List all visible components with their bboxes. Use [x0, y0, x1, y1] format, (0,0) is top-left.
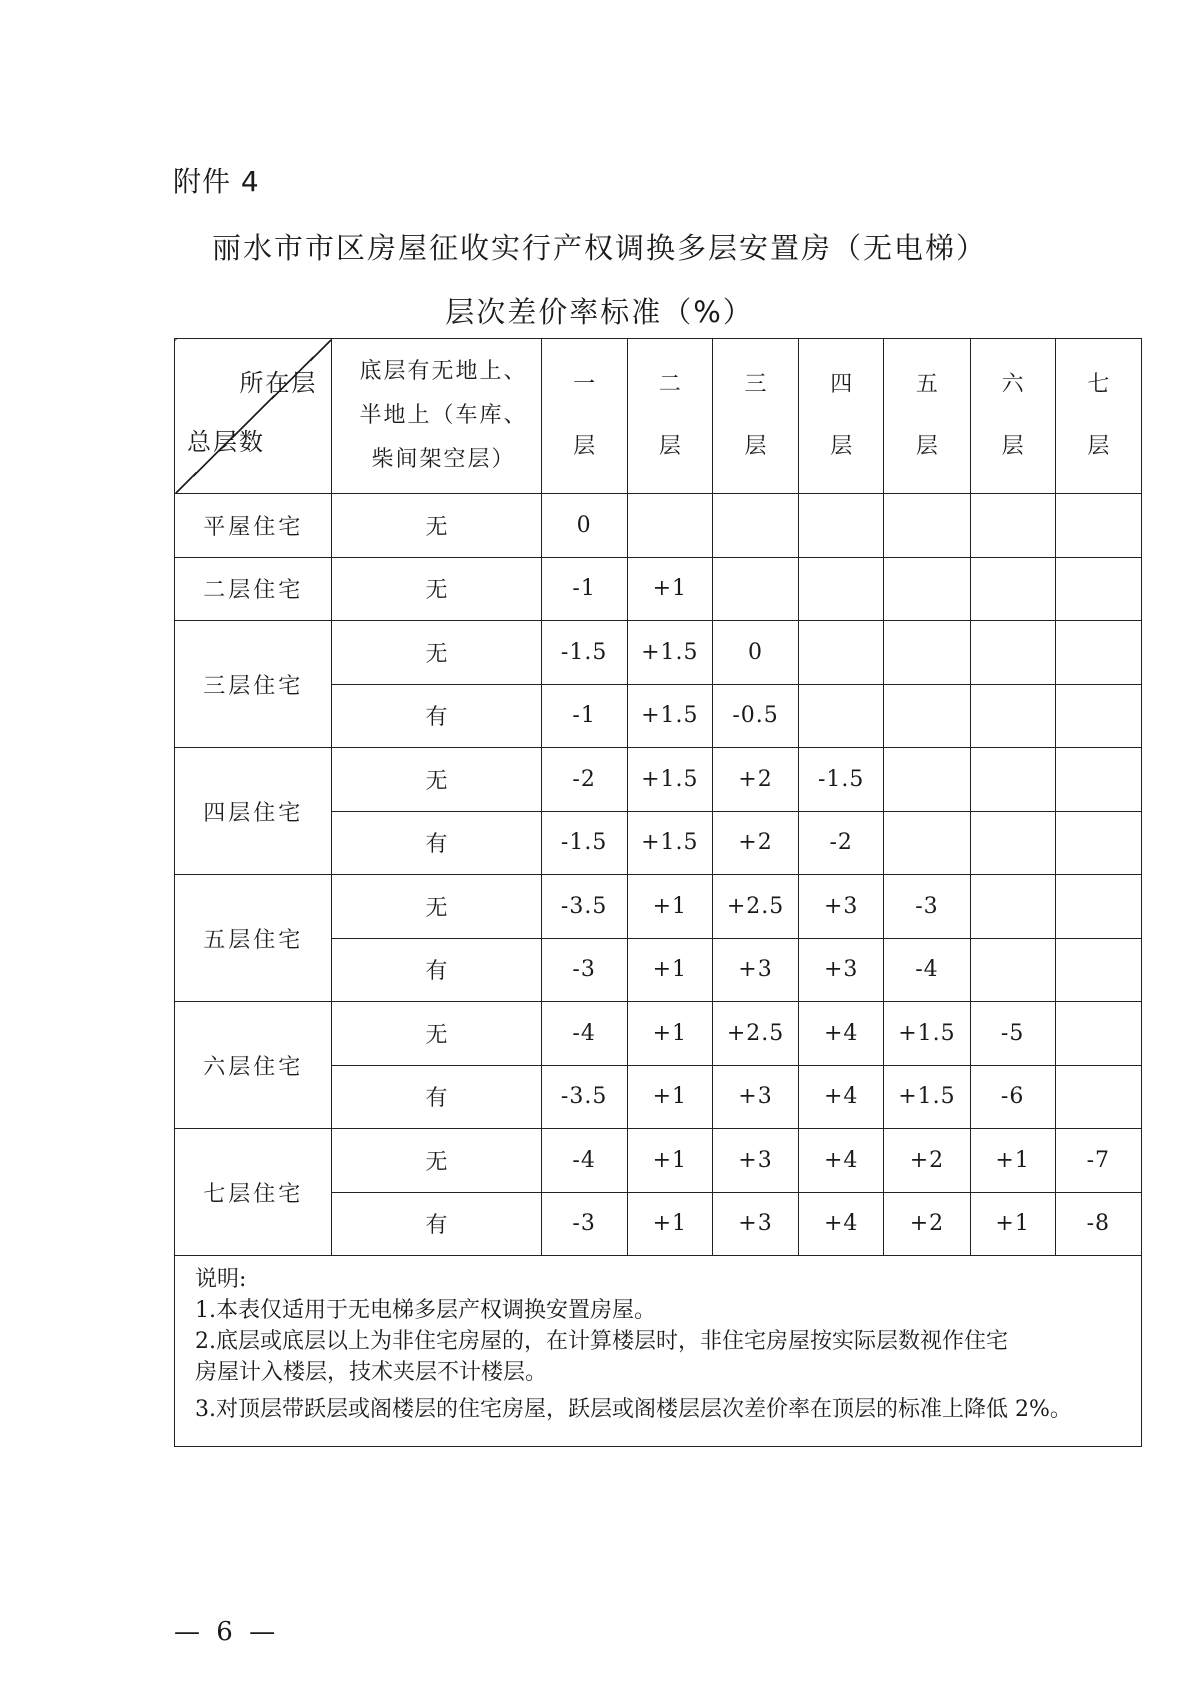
table-row: [175, 494, 1142, 558]
rate-cell-floor-3: [712, 494, 798, 558]
document-title-line1: 丽水市市区房屋征收实行产权调换多层安置房（无电梯）: [211, 231, 987, 265]
rate-cell-floor-1: -4: [541, 1002, 627, 1066]
rate-cell-floor-2: +1.5: [627, 748, 712, 812]
basement-flag-cell: 无: [332, 557, 541, 621]
header-floor-3: [712, 339, 798, 494]
rate-cell-floor-2: +1.5: [627, 811, 712, 875]
rate-cell-floor-2: [627, 494, 712, 558]
header-floor-numeral: 五: [915, 372, 938, 397]
table-row: [175, 748, 1142, 812]
rate-cell-floor-1: -1: [541, 557, 627, 621]
header-floor-numeral: 六: [1001, 372, 1024, 397]
basement-flag-cell: 有: [332, 684, 541, 748]
header-floor-4: [799, 339, 884, 494]
rate-cell-floor-4: +3: [799, 875, 884, 939]
rate-cell-floor-6: [970, 557, 1055, 621]
rate-cell-floor-7: [1055, 938, 1141, 1002]
rate-cell-floor-4: -2: [799, 811, 884, 875]
rate-cell-floor-1: -3.5: [541, 1065, 627, 1129]
rate-cell-floor-2: +1: [627, 557, 712, 621]
rate-cell-floor-1: -3.5: [541, 875, 627, 939]
rate-cell-floor-1: -3: [541, 1192, 627, 1256]
header-floor-1: [541, 339, 627, 494]
header-floor-numeral: 七: [1087, 372, 1110, 397]
table-row: [175, 557, 1142, 621]
rate-cell-floor-4: +4: [799, 1065, 884, 1129]
header-floor-suffix: 层: [573, 434, 596, 459]
table-row: [175, 1002, 1142, 1066]
rate-cell-floor-2: +1.5: [627, 684, 712, 748]
rate-cell-floor-4: +4: [799, 1192, 884, 1256]
rate-cell-floor-3: +3: [712, 1192, 798, 1256]
rate-cell-floor-3: +2.5: [712, 875, 798, 939]
building-type-label: 二层住宅: [175, 557, 332, 621]
rate-cell-floor-2: +1: [627, 938, 712, 1002]
header-floor-suffix: 层: [1087, 434, 1110, 459]
rate-cell-floor-6: -5: [970, 1002, 1055, 1066]
rate-cell-floor-4: [799, 621, 884, 685]
diagonal-header-cell: [175, 339, 332, 494]
header-floor-suffix: 层: [915, 434, 938, 459]
basement-flag-cell: 有: [332, 1065, 541, 1129]
rate-cell-floor-1: -1.5: [541, 621, 627, 685]
page-number: — 6 —: [174, 1617, 280, 1647]
header-floor-suffix: 层: [830, 434, 853, 459]
header-total-floors: 总层数: [187, 428, 265, 456]
rate-cell-floor-4: [799, 494, 884, 558]
document-title-line2: 层次差价率标准（%）: [445, 295, 754, 329]
rate-cell-floor-3: +2.5: [712, 1002, 798, 1066]
rate-cell-floor-4: [799, 557, 884, 621]
rate-cell-floor-7: -8: [1055, 1192, 1141, 1256]
floor-price-table: [174, 338, 1142, 1447]
note-item: 1.本表仅适用于无电梯多层产权调换安置房屋。: [195, 1298, 656, 1323]
rate-cell-floor-3: [712, 557, 798, 621]
rate-cell-floor-3: -0.5: [712, 684, 798, 748]
basement-flag-cell: 无: [332, 1002, 541, 1066]
rate-cell-floor-6: [970, 494, 1055, 558]
table-row: [175, 1129, 1142, 1193]
rate-cell-floor-6: [970, 938, 1055, 1002]
basement-flag-cell: 无: [332, 621, 541, 685]
building-type-label: 三层住宅: [175, 621, 332, 748]
rate-cell-floor-5: +2: [884, 1129, 970, 1193]
rate-cell-floor-3: +3: [712, 1065, 798, 1129]
header-floor-numeral: 一: [573, 372, 596, 397]
rate-cell-floor-5: [884, 621, 970, 685]
building-type-label: 四层住宅: [175, 748, 332, 875]
rate-cell-floor-1: -1.5: [541, 811, 627, 875]
rate-cell-floor-4: +3: [799, 938, 884, 1002]
building-type-label: 五层住宅: [175, 875, 332, 1002]
building-type-label: 七层住宅: [175, 1129, 332, 1256]
header-floor-suffix: 层: [744, 434, 767, 459]
basement-flag-cell: 无: [332, 748, 541, 812]
header-floor-located: 所在层: [239, 369, 318, 397]
notes-cell: [175, 1256, 1142, 1447]
table-row: [175, 621, 1142, 685]
rate-cell-floor-7: [1055, 684, 1141, 748]
note-item: 2.底层或底层以上为非住宅房屋的，在计算楼层时，非住宅房屋按实际层数视作住宅: [195, 1329, 1008, 1354]
header-floor-numeral: 四: [830, 372, 853, 397]
rate-cell-floor-4: +4: [799, 1002, 884, 1066]
rate-cell-floor-6: -6: [970, 1065, 1055, 1129]
rate-cell-floor-3: +3: [712, 1129, 798, 1193]
rate-cell-floor-2: +1: [627, 1065, 712, 1129]
rate-cell-floor-7: [1055, 811, 1141, 875]
basement-flag-cell: 无: [332, 494, 541, 558]
rate-cell-floor-3: +2: [712, 811, 798, 875]
basement-flag-cell: 有: [332, 938, 541, 1002]
rate-cell-floor-5: [884, 494, 970, 558]
header-floor-6: [970, 339, 1055, 494]
rate-cell-floor-5: +1.5: [884, 1065, 970, 1129]
rate-cell-floor-4: [799, 684, 884, 748]
attachment-label: 附件 4: [173, 165, 260, 198]
header-floor-2: [627, 339, 712, 494]
rate-cell-floor-6: +1: [970, 1129, 1055, 1193]
building-type-label: 平屋住宅: [175, 494, 332, 558]
basement-flag-cell: 无: [332, 1129, 541, 1193]
rate-cell-floor-1: 0: [541, 494, 627, 558]
rate-cell-floor-5: [884, 811, 970, 875]
rate-cell-floor-1: -1: [541, 684, 627, 748]
rate-cell-floor-6: [970, 875, 1055, 939]
rate-cell-floor-3: +3: [712, 938, 798, 1002]
rate-cell-floor-1: -3: [541, 938, 627, 1002]
rate-cell-floor-2: +1: [627, 875, 712, 939]
rate-cell-floor-4: -1.5: [799, 748, 884, 812]
rate-cell-floor-2: +1.5: [627, 621, 712, 685]
basement-flag-cell: 无: [332, 875, 541, 939]
rate-cell-floor-6: [970, 684, 1055, 748]
table-row: [175, 875, 1142, 939]
rate-cell-floor-5: -3: [884, 875, 970, 939]
rate-cell-floor-2: +1: [627, 1192, 712, 1256]
header-floor-numeral: 二: [658, 372, 681, 397]
rate-cell-floor-7: [1055, 494, 1141, 558]
rate-cell-floor-7: [1055, 1002, 1141, 1066]
rate-cell-floor-7: [1055, 557, 1141, 621]
rate-cell-floor-5: +2: [884, 1192, 970, 1256]
rate-cell-floor-5: [884, 684, 970, 748]
rate-cell-floor-1: -4: [541, 1129, 627, 1193]
header-floor-5: [884, 339, 970, 494]
building-type-label: 六层住宅: [175, 1002, 332, 1129]
rate-cell-floor-2: +1: [627, 1002, 712, 1066]
rate-cell-floor-4: +4: [799, 1129, 884, 1193]
header-floor-suffix: 层: [1001, 434, 1024, 459]
header-floor-7: [1055, 339, 1141, 494]
notes-heading: 说明:: [195, 1267, 247, 1292]
basement-header-line: 底层有无地上、: [359, 359, 528, 384]
rate-cell-floor-5: -4: [884, 938, 970, 1002]
note-item: 3.对顶层带跃层或阁楼层的住宅房屋，跃层或阁楼层层次差价率在顶层的标准上降低 2%。: [195, 1397, 1072, 1422]
rate-cell-floor-6: +1: [970, 1192, 1055, 1256]
rate-cell-floor-5: +1.5: [884, 1002, 970, 1066]
rate-cell-floor-3: +2: [712, 748, 798, 812]
rate-cell-floor-5: [884, 557, 970, 621]
note-item: 房屋计入楼层，技术夹层不计楼层。: [195, 1360, 548, 1385]
basement-flag-cell: 有: [332, 811, 541, 875]
basement-header-line: 柴间架空层）: [371, 447, 516, 472]
rate-cell-floor-3: 0: [712, 621, 798, 685]
header-floor-suffix: 层: [658, 434, 681, 459]
rate-cell-floor-7: [1055, 621, 1141, 685]
basement-header-line: 半地上（车库、: [359, 403, 528, 428]
rate-cell-floor-7: [1055, 1065, 1141, 1129]
rate-cell-floor-6: [970, 811, 1055, 875]
table-header-row: [175, 339, 1142, 494]
rate-cell-floor-7: -7: [1055, 1129, 1141, 1193]
rate-cell-floor-6: [970, 621, 1055, 685]
rate-cell-floor-7: [1055, 875, 1141, 939]
rate-cell-floor-5: [884, 748, 970, 812]
notes-row: [175, 1256, 1142, 1447]
rate-cell-floor-1: -2: [541, 748, 627, 812]
header-floor-numeral: 三: [744, 372, 767, 397]
rate-cell-floor-7: [1055, 748, 1141, 812]
rate-cell-floor-2: +1: [627, 1129, 712, 1193]
header-basement-cell: [332, 339, 541, 494]
rate-cell-floor-6: [970, 748, 1055, 812]
basement-flag-cell: 有: [332, 1192, 541, 1256]
